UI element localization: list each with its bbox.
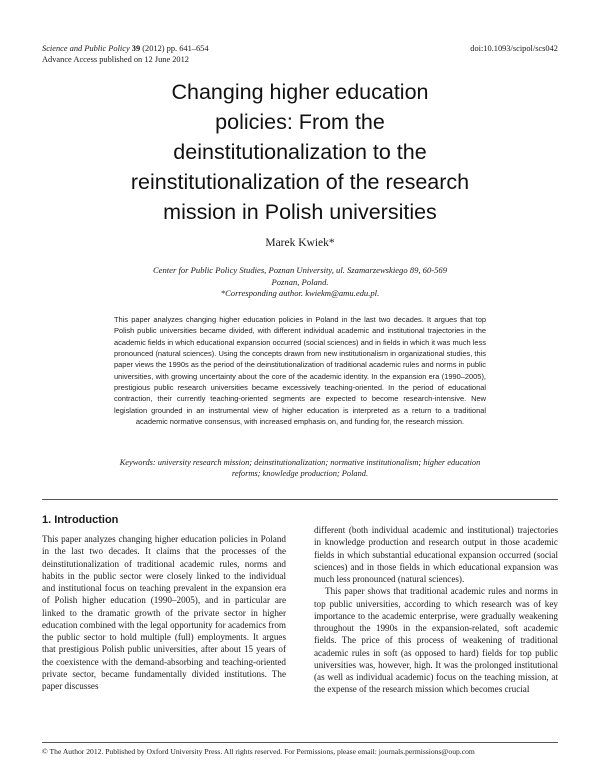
journal-header <box>42 44 342 65</box>
body-column-right <box>314 524 558 696</box>
corresponding-author[interactable]: *Corresponding author. kwiekm@amu.edu.pl. <box>220 288 380 298</box>
body-paragraph: This paper shows that traditional academic rules and norms in top public universities, according to which research was of key importance to the academic enterprise, were gradually weakening throughout the 1990s in the expansion-related, soft academic fields. The price of this process of weakening of traditional academic rules in soft (as opposed to hard) fields for top public universities was, however, high. It was the prolonged institutional (as well as individual academic) focus on the teaching mission, at the expense of the research mission which becomes crucial <box>314 586 558 695</box>
author-name: Marek Kwiek* <box>265 237 335 249</box>
title-line: reinstitutionalization of the research <box>130 170 470 194</box>
divider <box>42 499 558 500</box>
title-line: Changing higher education <box>171 80 429 104</box>
keywords-label: Keywords: <box>119 458 156 467</box>
citation-line <box>42 44 342 55</box>
journal-year-pages: (2012) pp. 641–654 <box>142 44 209 53</box>
journal-name: Science and Public Policy <box>42 44 130 53</box>
body-paragraph: This paper analyzes changing higher education policies in Poland in the last two decades. It claims that the processes of the deinstitutionalization of traditional academic rules, norms and habits in the public sector were closely linked to the individual and institutional focus on teaching prevalent in the expansion era of Polish higher education (1990–2005), and in particular are linked to the dramatic growth of the private sector in higher education combined with the legal opportunity for academics from the public sector to hold multiple (full) employments. It argues that prestigious Polish public universities, after about 15 years of the coexistence with the demand-absorbing and teaching-oriented private sector, became fundamentally divided institutions. The paper discusses <box>42 534 286 691</box>
title-line: policies: From the <box>215 110 385 134</box>
section-heading: 1. Introduction <box>42 514 119 526</box>
keywords <box>118 458 482 479</box>
affiliation-address: Center for Public Policy Studies, Poznan University, ul. Szamarzewskiego 89, 60-569 <box>152 265 448 275</box>
footer-divider <box>42 742 558 743</box>
journal-volume: 39 <box>131 44 141 53</box>
advance-access-line: Advance Access published on 12 June 2012 <box>42 54 189 64</box>
copyright-footer: © The Author 2012. Published by Oxford University Press. All rights reserved. For Permissions, please email: journals.permissions@oup.com <box>42 747 475 756</box>
abstract: This paper analyzes changing higher education policies in Poland in the last two decades. It argues that top Polish public universities became divided, with different individual academic and institutional trajectories in the academic fields in which educational expansion occurred (social sciences) and in fields in which it was much less pronounced (natural sciences). Using the concepts drawn from new institutionalism in organizational studies, this paper views the 1990s as the period of the deinstitutionalization of traditional academic rules and norms in public universities, with growing uncertainty about the core of the academic identity. In the expansion era (1990–2005), prestigious public research universities became excessively teaching-oriented. In the period of educational contraction, their currently teaching-oriented segments are expected to become research-intensive. New legislation grounded in an instrumental view of higher education is interpreted as a return to a traditional academic normative consensus, with increased emphasis on, and funding for, the research mission. <box>114 315 486 427</box>
body-paragraph: different (both individual academic and institutional) trajectories in knowledge production and research output in those academic fields in which substantial educational expansion occurred (social sciences) and in those fields in which educational expansion was much less pronounced (natural sciences). <box>314 525 558 584</box>
doi[interactable]: doi:10.1093/scipol/scs042 <box>470 44 558 53</box>
title-line: deinstitutionalization to the <box>173 140 427 164</box>
paper-title <box>120 77 480 227</box>
title-line: mission in Polish universities <box>163 200 437 224</box>
keywords-text: university research mission; deinstitutionalization; normative institutionalism; higher education reforms; knowledge production; Poland. <box>157 458 481 478</box>
affiliation-city: Poznan, Poland. <box>271 276 329 287</box>
body-column-left <box>42 533 286 692</box>
author-affiliation <box>135 265 465 300</box>
